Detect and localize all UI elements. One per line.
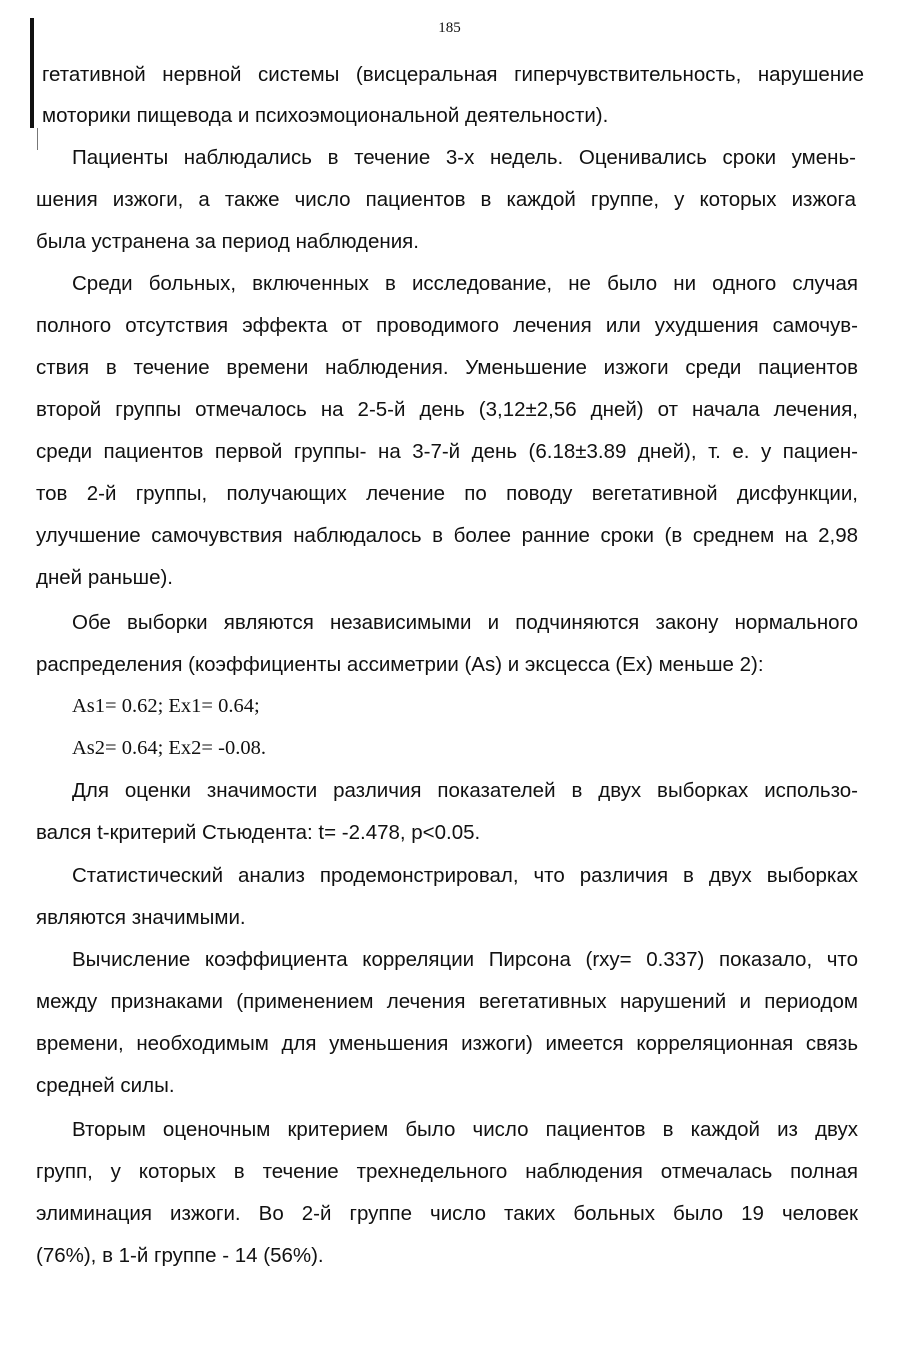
text-line: Вторым оценочным критерием было число пациентов в каждой из двух	[72, 1118, 858, 1141]
text-line: Для оценки значимости различия показателей в двух выборках использо-	[72, 779, 858, 802]
scan-margin-mark	[37, 128, 38, 150]
text-line: полного отсутствия эффекта от проводимого лечения или ухудшения самочув-	[36, 314, 858, 337]
formula-line: As1= 0.62; Ex1= 0.64;	[72, 695, 260, 717]
text-line: гетативной нервной системы (висцеральная гиперчувствительность, нарушение	[42, 63, 864, 86]
text-line: среди пациентов первой группы- на 3-7-й день (6.18±3.89 дней), т. е. у пациен-	[36, 440, 858, 463]
text-line: Статистический анализ продемонстрировал, что различия в двух выборках	[72, 864, 858, 887]
text-line: между признаками (применением лечения вегетативных нарушений и периодом	[36, 990, 858, 1013]
text-line: вался t-критерий Стьюдента: t= -2.478, p<0.05.	[36, 821, 481, 844]
text-line: шения изжоги, а также число пациентов в каждой группе, у которых изжога	[36, 188, 856, 211]
page-number: 185	[438, 20, 461, 36]
text-line: групп, у которых в течение трехнедельного наблюдения отмечалась полная	[36, 1160, 858, 1183]
text-line: моторики пищевода и психоэмоциональной деятельности).	[42, 104, 609, 127]
text-line: ствия в течение времени наблюдения. Уменьшение изжоги среди пациентов	[36, 356, 858, 379]
text-line: (76%), в 1-й группе - 14 (56%).	[36, 1244, 324, 1267]
text-line: Пациенты наблюдались в течение 3-х недель. Оценивались сроки умень-	[72, 146, 856, 169]
text-line: распределения (коэффициенты ассиметрии (As) и эксцесса (Ex) меньше 2):	[36, 653, 764, 676]
text-line: дней раньше).	[36, 566, 174, 589]
text-line: Вычисление коэффициента корреляции Пирсона (rxy= 0.337) показало, что	[72, 948, 858, 971]
text-line: Среди больных, включенных в исследование, не было ни одного случая	[72, 272, 858, 295]
formula-line: As2= 0.64; Ex2= -0.08.	[72, 737, 266, 759]
text-line: времени, необходимым для уменьшения изжоги) имеется корреляционная связь	[36, 1032, 858, 1055]
text-line: была устранена за период наблюдения.	[36, 230, 419, 253]
text-line: элиминация изжоги. Во 2-й группе число таких больных было 19 человек	[36, 1202, 858, 1225]
text-line: второй группы отмечалось на 2-5-й день (3,12±2,56 дней) от начала лечения,	[36, 398, 858, 421]
text-line: средней силы.	[36, 1074, 175, 1097]
text-line: улучшение самочувствия наблюдалось в более ранние сроки (в среднем на 2,98	[36, 524, 858, 547]
text-line: Обе выборки являются независимыми и подчиняются закону нормального	[72, 611, 858, 634]
text-line: являются значимыми.	[36, 906, 246, 929]
text-line: тов 2-й группы, получающих лечение по поводу вегетативной дисфункции,	[36, 482, 858, 505]
